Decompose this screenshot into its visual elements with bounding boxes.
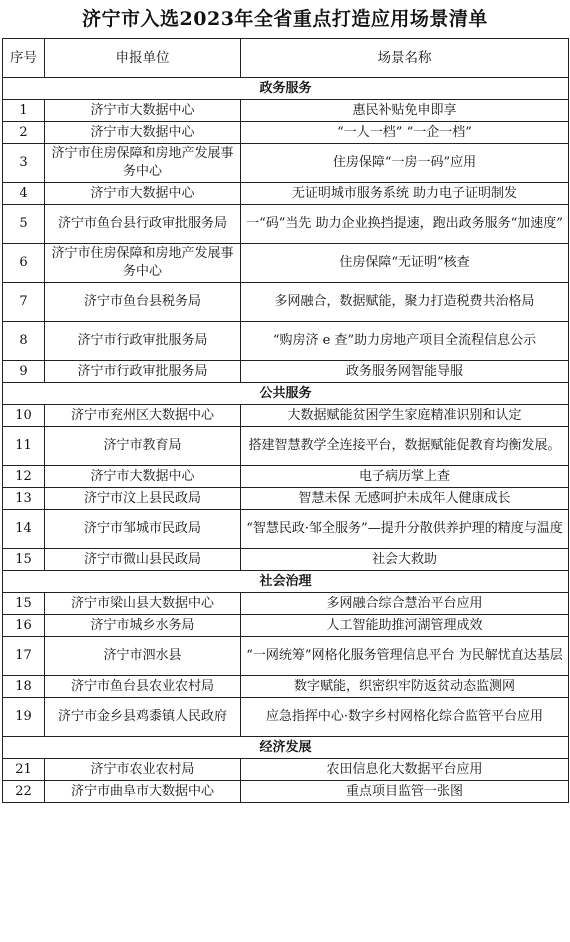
document-title: 济宁市入选2023年全省重点打造应用场景清单	[82, 8, 488, 30]
row-scene: 住房保障“无证明”核查	[241, 244, 569, 283]
table-row	[3, 122, 569, 144]
row-number: 15	[3, 593, 45, 615]
section-row	[3, 383, 569, 405]
row-scene: “一人一档” “一企一档”	[241, 122, 569, 144]
section-title: 经济发展	[3, 737, 569, 759]
table-row	[3, 676, 569, 698]
table-header-row	[3, 39, 569, 78]
row-scene: “购房济 e 查”助力房地产项目全流程信息公示	[241, 322, 569, 361]
section-row	[3, 571, 569, 593]
row-scene: 搭建智慧教学全连接平台，数据赋能促教育均衡发展。	[241, 427, 569, 466]
table-row	[3, 283, 569, 322]
row-number: 5	[3, 205, 45, 244]
table-row	[3, 183, 569, 205]
row-unit: 济宁市泗水县	[45, 637, 241, 676]
row-unit: 济宁市行政审批服务局	[45, 322, 241, 361]
row-unit: 济宁市曲阜市大数据中心	[45, 781, 241, 803]
table-row	[3, 466, 569, 488]
row-scene: 多网融合综合慧治平台应用	[241, 593, 569, 615]
row-scene: 社会大救助	[241, 549, 569, 571]
row-scene: 一“码”当先 助力企业换挡提速，跑出政务服务“加速度”	[241, 205, 569, 244]
row-number: 22	[3, 781, 45, 803]
table-row	[3, 100, 569, 122]
table-row	[3, 637, 569, 676]
row-number: 11	[3, 427, 45, 466]
row-unit: 济宁市农业农村局	[45, 759, 241, 781]
section-title: 政务服务	[3, 78, 569, 100]
row-unit: 济宁市大数据中心	[45, 122, 241, 144]
row-unit: 济宁市大数据中心	[45, 466, 241, 488]
row-number: 17	[3, 637, 45, 676]
row-scene: 农田信息化大数据平台应用	[241, 759, 569, 781]
row-unit: 济宁市金乡县鸡黍镇人民政府	[45, 698, 241, 737]
table-row	[3, 244, 569, 283]
table-row	[3, 593, 569, 615]
scenario-table	[2, 38, 569, 803]
row-unit: 济宁市住房保障和房地产发展事务中心	[45, 244, 241, 283]
row-unit: 济宁市教育局	[45, 427, 241, 466]
row-number: 1	[3, 100, 45, 122]
table-row	[3, 759, 569, 781]
table-row	[3, 781, 569, 803]
header-unit: 申报单位	[45, 39, 241, 78]
row-unit: 济宁市鱼台县行政审批服务局	[45, 205, 241, 244]
row-unit: 济宁市梁山县大数据中心	[45, 593, 241, 615]
row-scene: 人工智能助推河湖管理成效	[241, 615, 569, 637]
row-number: 16	[3, 615, 45, 637]
row-scene: 电子病历掌上查	[241, 466, 569, 488]
row-scene: 住房保障“一房一码”应用	[241, 144, 569, 183]
row-unit: 济宁市微山县民政局	[45, 549, 241, 571]
table-row	[3, 549, 569, 571]
row-scene: “一网统筹”网格化服务管理信息平台 为民解忧直达基层	[241, 637, 569, 676]
table-row	[3, 361, 569, 383]
row-number: 15	[3, 549, 45, 571]
row-number: 10	[3, 405, 45, 427]
table-row	[3, 698, 569, 737]
row-scene: 智慧未保 无感呵护未成年人健康成长	[241, 488, 569, 510]
table-row	[3, 510, 569, 549]
row-number: 12	[3, 466, 45, 488]
row-unit: 济宁市住房保障和房地产发展事务中心	[45, 144, 241, 183]
row-number: 7	[3, 283, 45, 322]
row-unit: 济宁市大数据中心	[45, 183, 241, 205]
table-row	[3, 405, 569, 427]
row-unit: 济宁市大数据中心	[45, 100, 241, 122]
section-row	[3, 737, 569, 759]
row-scene: 多网融合，数据赋能，聚力打造税费共治格局	[241, 283, 569, 322]
header-scene: 场景名称	[241, 39, 569, 78]
section-title: 社会治理	[3, 571, 569, 593]
table-row	[3, 427, 569, 466]
header-no: 序号	[3, 39, 45, 78]
row-number: 3	[3, 144, 45, 183]
row-number: 6	[3, 244, 45, 283]
row-number: 21	[3, 759, 45, 781]
row-unit: 济宁市鱼台县农业农村局	[45, 676, 241, 698]
row-number: 14	[3, 510, 45, 549]
row-scene: 无证明城市服务系统 助力电子证明制发	[241, 183, 569, 205]
table-row	[3, 205, 569, 244]
row-scene: 大数据赋能贫困学生家庭精准识别和认定	[241, 405, 569, 427]
row-unit: 济宁市汶上县民政局	[45, 488, 241, 510]
row-scene: 数字赋能，织密织牢防返贫动态监测网	[241, 676, 569, 698]
row-number: 8	[3, 322, 45, 361]
row-scene: 政务服务网智能导服	[241, 361, 569, 383]
row-unit: 济宁市兖州区大数据中心	[45, 405, 241, 427]
table-row	[3, 615, 569, 637]
row-unit: 济宁市城乡水务局	[45, 615, 241, 637]
row-number: 13	[3, 488, 45, 510]
row-unit: 济宁市鱼台县税务局	[45, 283, 241, 322]
row-number: 9	[3, 361, 45, 383]
row-number: 2	[3, 122, 45, 144]
section-row	[3, 78, 569, 100]
row-number: 19	[3, 698, 45, 737]
table-body	[3, 78, 569, 803]
section-title: 公共服务	[3, 383, 569, 405]
row-unit: 济宁市邹城市民政局	[45, 510, 241, 549]
row-scene: 重点项目监管一张图	[241, 781, 569, 803]
row-scene: 应急指挥中心·数字乡村网格化综合监管平台应用	[241, 698, 569, 737]
table-row	[3, 488, 569, 510]
row-number: 18	[3, 676, 45, 698]
row-unit: 济宁市行政审批服务局	[45, 361, 241, 383]
row-number: 4	[3, 183, 45, 205]
table-row	[3, 322, 569, 361]
row-scene: “智慧民政·邹全服务”—提升分散供养护理的精度与温度	[241, 510, 569, 549]
table-row	[3, 144, 569, 183]
row-scene: 惠民补贴免申即享	[241, 100, 569, 122]
